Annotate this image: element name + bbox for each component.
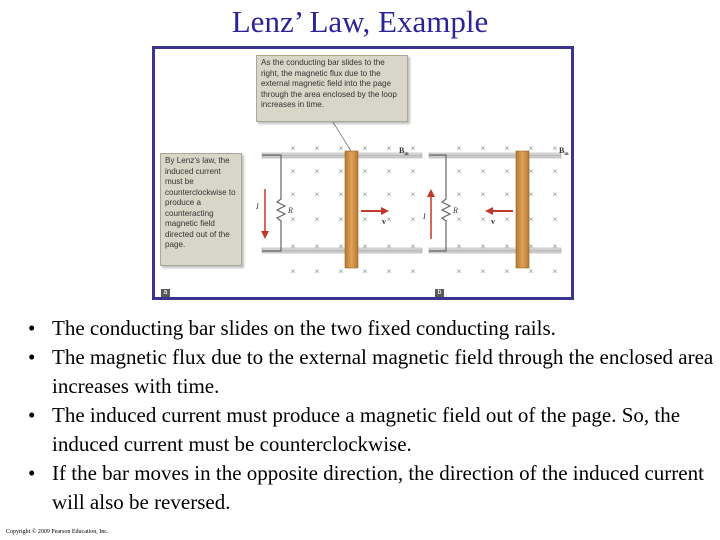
field-cross-mark: × [290,167,296,176]
field-cross-mark: × [338,267,344,276]
field-cross-mark: × [480,215,486,224]
field-cross-mark: × [362,144,368,153]
field-label-a: $B_{in}$ [399,146,409,157]
copyright-notice: Copyright © 2009 Pearson Education, Inc. [6,529,109,535]
field-cross-mark: × [528,242,534,251]
field-cross-mark: × [362,167,368,176]
field-cross-mark: × [410,267,416,276]
field-cross-mark: × [552,190,558,199]
field-cross-mark: × [456,242,462,251]
lenz-callout: By Lenz’s law, the induced current must be counterclockwise to produce a counteracting magnetic field directed out of the page. [160,153,242,266]
field-cross-mark: × [386,215,392,224]
field-cross-mark: × [504,215,510,224]
field-cross-mark: × [410,242,416,251]
field-cross-mark: × [504,190,510,199]
bullet-item: • The magnetic flux due to the external magnetic field through the enclosed area increases with time. [28,343,718,401]
field-label-b: $B_{in}$ [559,146,569,157]
left-wire-b [429,155,450,251]
field-cross-mark: × [290,242,296,251]
top-rail-a [262,153,422,158]
field-cross-mark: × [314,167,320,176]
field-cross-mark: × [480,242,486,251]
field-cross-mark: × [480,167,486,176]
field-cross-mark: × [480,144,486,153]
field-cross-mark: × [362,242,368,251]
field-cross-mark: × [504,144,510,153]
bullet-item: • The conducting bar slides on the two fixed conducting rails. [28,314,718,343]
field-cross-mark: × [290,144,296,153]
field-cross-mark: × [386,267,392,276]
field-cross-mark: × [290,190,296,199]
field-cross-mark: × [552,242,558,251]
field-cross-mark: × [410,215,416,224]
field-cross-mark: × [314,190,320,199]
current-label-a: I [256,202,259,211]
field-cross-mark: × [338,167,344,176]
field-cross-mark: × [480,267,486,276]
field-cross-mark: × [528,190,534,199]
field-cross-mark: × [362,190,368,199]
bullet-item: • If the bar moves in the opposite direction, the direction of the induced current will also be reversed. [28,459,718,517]
field-cross-mark: × [456,267,462,276]
field-cross-mark: × [290,267,296,276]
field-cross-mark: × [552,144,558,153]
field-cross-mark: × [386,167,392,176]
field-cross-mark: × [456,215,462,224]
field-cross-mark: × [410,190,416,199]
resistor-label-a: R [288,206,293,215]
field-cross-mark: × [410,167,416,176]
field-cross-mark: × [456,144,462,153]
field-cross-mark: × [480,190,486,199]
current-label-b: I [423,212,426,221]
field-cross-mark: × [552,167,558,176]
field-cross-mark: × [362,215,368,224]
conducting-bar-b [516,151,529,268]
velocity-label-b: v [491,217,495,226]
resistor-label-b: R [453,206,458,215]
bullet-list [28,314,718,517]
field-cross-mark: × [290,215,296,224]
top-rail-b [429,153,561,158]
field-cross-mark: × [456,167,462,176]
flux-callout: As the conducting bar slides to the right, the magnetic flux due to the external magnetic field into the page through the area enclosed by the loop increases in time. [256,55,408,122]
field-cross-mark: × [410,144,416,153]
field-cross-mark: × [528,144,534,153]
field-cross-mark: × [338,190,344,199]
field-cross-mark: × [338,215,344,224]
field-cross-mark: × [386,144,392,153]
field-cross-mark: × [504,242,510,251]
field-cross-mark: × [314,267,320,276]
field-cross-mark: × [386,242,392,251]
velocity-label-a: v [382,217,386,226]
field-cross-mark: × [552,215,558,224]
panel-a-label: a [161,289,170,297]
field-cross-mark: × [528,167,534,176]
slide-title: Lenz’ Law, Example [231,4,489,39]
panel-b-label: b [435,289,444,297]
field-cross-mark: × [528,215,534,224]
field-cross-mark: × [314,215,320,224]
conducting-bar-a [345,151,358,268]
field-cross-mark: × [504,167,510,176]
field-cross-mark: × [338,242,344,251]
field-cross-mark: × [362,267,368,276]
lenz-law-figure [152,46,574,300]
field-cross-mark: × [314,144,320,153]
field-cross-mark: × [338,144,344,153]
bullet-item: • The induced current must produce a magnetic field out of the page. So, the induced current must be counterclockwise. [28,401,718,459]
field-cross-mark: × [314,242,320,251]
field-cross-mark: × [528,267,534,276]
field-cross-mark: × [456,190,462,199]
field-cross-mark: × [552,267,558,276]
field-cross-mark: × [504,267,510,276]
field-cross-mark: × [386,190,392,199]
bottom-rail-b [429,248,561,253]
